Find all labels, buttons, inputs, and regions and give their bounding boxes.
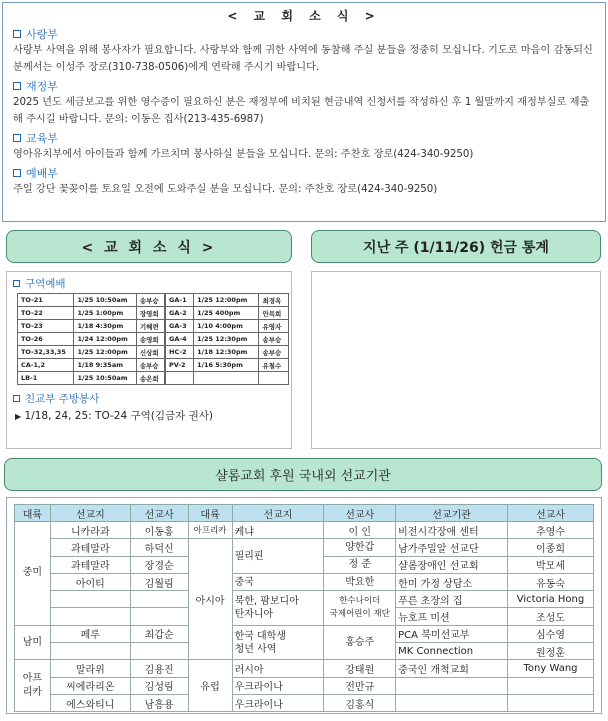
mission-place: 아이티 [50,573,130,590]
church-news-box [2,2,606,222]
offering-stats-banner: 지난 주 (1/11/26) 헌금 통계 [311,230,601,263]
group-cell: TO-32,33,35 [18,346,74,359]
group-cell: 송영희 [136,333,164,346]
square-bullet-icon [13,30,21,38]
square-bullet-icon [13,395,20,402]
group-cell: 송부승 [136,359,164,372]
mission-header-cell: 선교지 [232,505,324,522]
group-row [18,359,165,372]
missionary-name: 이종희 [508,539,594,556]
region-cell: 아시아 [188,539,232,660]
missionary-name: 김성림 [130,677,188,694]
square-bullet-icon [13,82,21,90]
mission-place [50,643,130,660]
mission-place: 우크라이나 [232,694,324,711]
group-cell: 1/25 10:50am [74,294,136,307]
group-row [18,320,165,333]
missionary-name: 하덕신 [130,539,188,556]
mission-agency: 비전시각장애 센터 [396,522,508,539]
group-cell: 1/25 12:30pm [194,333,259,346]
mission-place: 씨에라리온 [50,677,130,694]
missionary-name: 양한갑 [324,539,396,556]
group-cell: 유영자 [259,320,289,333]
group-cell [259,372,289,385]
mission-agency: 뉴호프 미션 [396,608,508,625]
group-cell: 유철수 [259,359,289,372]
news-section-body: 2025 년도 세금보고를 위한 영수증이 필요하신 분은 재정부에 비치된 현금내역 신청서를 작성하신 후 1 월말까지 재정부실로 제출해 주시길 바랍니다. 문의: 이동은 집사(213-435-6987) [13,97,590,125]
group-cell: 1/25 12:00pm [194,294,259,307]
mission-place: 필리핀 [232,539,324,574]
mission-header-cell: 대륙 [15,505,51,522]
missionary-name: 김홍식 [324,694,396,711]
kitchen-body: ▶ 1/18, 24, 25: TO-24 구역(김금자 권사) [15,410,214,422]
news-section-heading: 재정부 [13,78,595,94]
missionary-name [130,608,188,625]
missionary-name: 한수나이더 국제어린이 재단 [324,591,396,626]
mission-agency [396,694,508,711]
group-cell: 송부승 [259,346,289,359]
mission-row [15,625,594,642]
group-cell: 1/24 12:00pm [74,333,136,346]
group-cell: 1/25 12:00pm [74,346,136,359]
group-row [18,333,165,346]
missionary-name [130,591,188,608]
group-row [166,333,289,346]
group-cell: TO-23 [18,320,74,333]
missionary-name: 추영수 [508,522,594,539]
mission-header-cell: 선교사 [130,505,188,522]
mission-place: 과테말라 [50,556,130,573]
missionary-name: 김월림 [130,573,188,590]
mission-header-cell: 선교지 [50,505,130,522]
group-cell: 1/25 400pm [194,307,259,320]
news-section-body: 영아유치부에서 아이들과 함께 가르치며 봉사하실 분들을 모십니다. 문의: 주찬호 장로(424-340-9250) [13,149,474,160]
group-cell: 1/10 4:00pm [194,320,259,333]
mission-place: 러시아 [232,660,324,677]
group-worship-table-left [17,293,165,385]
region-cell: 아프리카 [188,522,232,539]
mission-header-cell: 선교사 [508,505,594,522]
group-cell: 기혜련 [136,320,164,333]
mission-agency: MK Connection [396,643,508,660]
region-cell: 아프 리카 [15,660,51,712]
group-cell: TO-22 [18,307,74,320]
church-news-banner: < 교 회 소 식 > [6,230,292,263]
group-cell [166,372,194,385]
group-cell: TO-26 [18,333,74,346]
group-cell: HC-2 [166,346,194,359]
mission-row [15,591,594,608]
mission-header-cell: 대륙 [188,505,232,522]
mission-banner: 샬롬교회 후원 국내외 선교기관 [4,458,602,491]
group-cell: GA-3 [166,320,194,333]
group-row [18,346,165,359]
mission-place: 케냐 [232,522,324,539]
mission-row [15,694,594,711]
missionary-name [508,694,594,711]
square-bullet-icon [13,134,21,142]
group-cell: CA-1,2 [18,359,74,372]
group-cell: 1/18 12:30pm [194,346,259,359]
missionary-name: 원정훈 [508,643,594,660]
missionary-name [508,677,594,694]
group-cell: GA-4 [166,333,194,346]
news-title: < 교 회 소 식 > [227,9,381,23]
group-cell: 안목희 [259,307,289,320]
mission-agency: 한미 가정 상담소 [396,573,508,590]
missionary-name: 유동숙 [508,573,594,590]
group-cell: TO-21 [18,294,74,307]
mission-agency: PCA 북미선교부 [396,625,508,642]
missionary-name: 김용진 [130,660,188,677]
kitchen-heading: 친교부 주방봉사 [13,391,291,406]
mission-agency: 중국인 개척교회 [396,660,508,677]
mission-place: 과테말라 [50,539,130,556]
mission-place: 한국 대학생 청년 사역 [232,625,324,660]
news-section-heading: 예배부 [13,165,595,181]
group-cell: LB-1 [18,372,74,385]
group-cell: GA-2 [166,307,194,320]
mission-agency: 푸른 초장의 집 [396,591,508,608]
mission-table [14,504,594,712]
mission-row [15,539,594,556]
news-section-heading: 사랑부 [13,26,595,42]
mission-place: 우크라이나 [232,677,324,694]
region-cell: 남미 [15,625,51,660]
square-bullet-icon [13,280,20,287]
news-section-body: 사랑부 사역을 위해 봉사자가 필요합니다. 사랑부와 함께 귀한 사역에 동참해 주실 분들을 정중히 모십니다. 기도로 마음이 감동되신 분께서는 이성주 장로(310-738-0506)에게 연락해 주시기 바랍니다. [13,45,593,73]
group-row [166,346,289,359]
offering-stats-panel [311,271,601,449]
mission-place [50,591,130,608]
group-row [166,307,289,320]
group-cell: 송은희 [136,372,164,385]
group-cell: PV-2 [166,359,194,372]
mission-agency: 샬롬장애인 선교회 [396,556,508,573]
group-cell: 1/25 10:50am [74,372,136,385]
square-bullet-icon [13,169,21,177]
group-cell: 송부승 [259,333,289,346]
mission-place: 말라위 [50,660,130,677]
mission-header-row [15,505,594,522]
mission-row [15,573,594,590]
group-cell [194,372,259,385]
region-cell: 중미 [15,522,51,626]
mission-row [15,660,594,677]
group-cell: GA-1 [166,294,194,307]
group-worship-panel [6,271,292,449]
group-cell: 1/25 1:00pm [74,307,136,320]
mission-place: 페루 [50,625,130,642]
missionary-name: 강태원 [324,660,396,677]
group-cell: 1/18 9:35am [74,359,136,372]
mission-agency: 남가주밀알 선교단 [396,539,508,556]
missionary-name: Victoria Hong [508,591,594,608]
mission-place: 북한, 팜보디아 탄자니아 [232,591,324,626]
mission-place: 니카라과 [50,522,130,539]
group-cell: 장영희 [136,307,164,320]
group-cell: 1/18 4:30pm [74,320,136,333]
mission-agency [396,677,508,694]
group-cell: 최경옥 [259,294,289,307]
missionary-name: 조성도 [508,608,594,625]
region-cell: 유럽 [188,660,232,712]
missionary-name: Tony Wang [508,660,594,677]
missionary-name: 최갑순 [130,625,188,642]
group-worship-table-right [165,293,289,385]
group-worship-heading: 구역예배 [13,276,291,291]
missionary-name: 박요한 [324,573,396,590]
group-cell: 1/16 5:30pm [194,359,259,372]
group-row [166,359,289,372]
triangle-bullet-icon: ▶ [15,412,22,421]
missionary-name: 남흥용 [130,694,188,711]
mission-row [15,677,594,694]
mission-row [15,522,594,539]
mission-place: 중국 [232,573,324,590]
group-row [166,294,289,307]
mission-place [50,608,130,625]
group-cell: 신상희 [136,346,164,359]
missionary-name: 장경순 [130,556,188,573]
group-row [166,320,289,333]
news-section-body: 주일 강단 꽃꽂이를 토요일 오전에 도와주실 분을 모십니다. 문의: 주찬호 장로(424-340-9250) [13,184,438,195]
group-cell: 송부승 [136,294,164,307]
missionary-name: 홍승주 [324,625,396,660]
mission-header-cell: 선교기관 [396,505,508,522]
missionary-name [130,643,188,660]
missionary-name: 정 준 [324,556,396,573]
group-row [18,372,165,385]
group-row [18,294,165,307]
group-row [166,372,289,385]
group-row [18,307,165,320]
missionary-name: 박모세 [508,556,594,573]
missionary-name: 전만규 [324,677,396,694]
news-sections [13,26,595,198]
mission-header-cell: 선교사 [324,505,396,522]
news-section-heading: 교육부 [13,130,595,146]
missionary-name: 이동홍 [130,522,188,539]
mission-place: 에스와티니 [50,694,130,711]
missionary-name: 심수영 [508,625,594,642]
missionary-name: 이 인 [324,522,396,539]
